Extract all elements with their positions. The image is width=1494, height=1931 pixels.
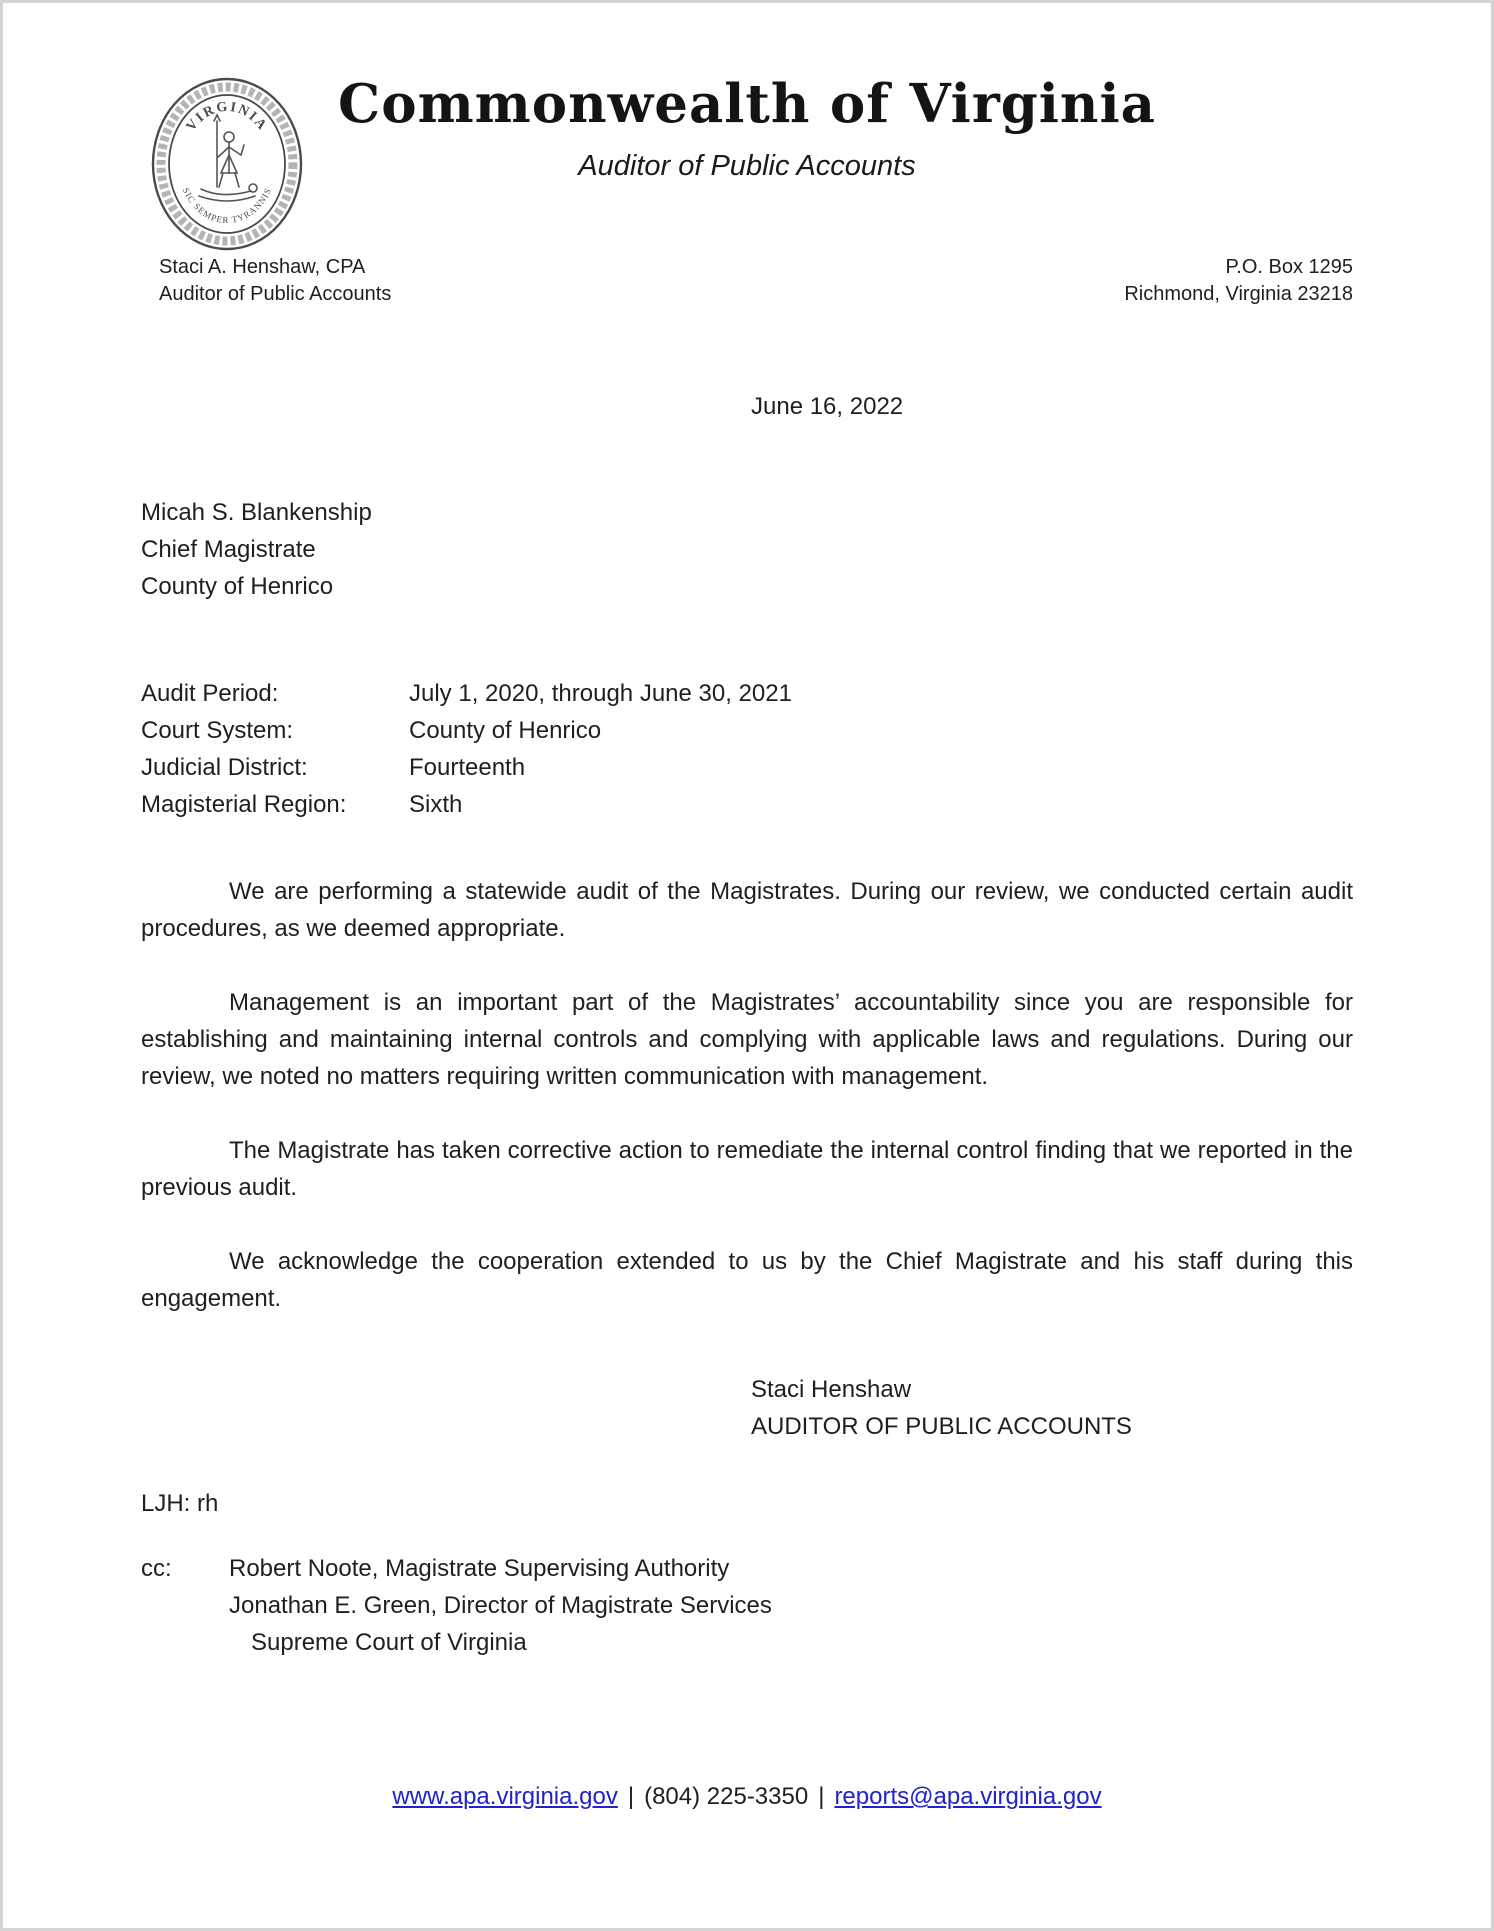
- signature-name: Staci Henshaw: [751, 1376, 912, 1403]
- body-paragraph-4: We acknowledge the cooperation extended to us by the Chief Magistrate and his staff during this engagement.: [141, 1248, 1353, 1312]
- recipient-block: [141, 494, 1353, 605]
- address-line2: Richmond, Virginia 23218: [1124, 283, 1353, 305]
- website-link[interactable]: www.apa.virginia.gov: [392, 1783, 618, 1810]
- official-title: Auditor of Public Accounts: [159, 283, 392, 305]
- audit-period-label: Audit Period:: [141, 680, 279, 707]
- judicial-district-value: Fourteenth: [409, 754, 526, 781]
- seal-virtus-figure: [199, 115, 257, 201]
- footer-separator: |: [818, 1783, 825, 1810]
- cc-label: cc:: [141, 1555, 172, 1582]
- address-block: [1124, 254, 1353, 308]
- audit-info-row: [141, 749, 1353, 786]
- body-paragraph-3: The Magistrate has taken corrective action to remediate the internal control finding that we reported in the previous audit.: [141, 1137, 1353, 1201]
- org-name: Commonwealth of Virginia: [338, 73, 1156, 135]
- recipient-org: County of Henrico: [141, 573, 334, 600]
- audit-info-row: [141, 675, 1353, 712]
- org-department: Auditor of Public Accounts: [578, 150, 916, 182]
- cc-lines: [229, 1550, 772, 1661]
- recipient-title: Chief Magistrate: [141, 536, 316, 563]
- virginia-state-seal-icon: [149, 75, 305, 253]
- reference-initials: LJH: rh: [141, 1490, 219, 1517]
- official-block: [141, 254, 391, 308]
- cc-block: [141, 1550, 1353, 1661]
- email-link[interactable]: reports@apa.virginia.gov: [834, 1783, 1102, 1810]
- audit-period-value: July 1, 2020, through June 30, 2021: [409, 680, 792, 707]
- signature-block: [751, 1371, 1353, 1445]
- body-paragraph-1: We are performing a statewide audit of the Magistrates. During our review, we conducted certain audit procedures, as we deemed appropriate.: [141, 878, 1353, 942]
- cc-line: Jonathan E. Green, Director of Magistrate Services: [229, 1592, 772, 1619]
- cc-line: Robert Noote, Magistrate Supervising Authority: [229, 1555, 730, 1582]
- audit-info-row: [141, 786, 1353, 823]
- letter-footer: [3, 1781, 1491, 1813]
- judicial-district-label: Judicial District:: [141, 754, 308, 781]
- signature-title: AUDITOR OF PUBLIC ACCOUNTS: [751, 1413, 1132, 1440]
- audit-info-block: [141, 675, 1353, 823]
- court-system-label: Court System:: [141, 717, 294, 744]
- official-name: Staci A. Henshaw, CPA: [159, 256, 366, 278]
- seal-bottom-text: SIC SEMPER TYRANNIS: [180, 186, 274, 226]
- address-line1: P.O. Box 1295: [1225, 256, 1353, 278]
- body-paragraph-2: Management is an important part of the Magistrates’ accountability since you are responsible for establishing and maintaining internal controls and complying with applicable laws and regulations. During our review, we noted no matters requiring written communication with management.: [141, 989, 1353, 1090]
- court-system-value: County of Henrico: [409, 717, 602, 744]
- letter-date: June 16, 2022: [751, 393, 904, 420]
- recipient-name: Micah S. Blankenship: [141, 499, 372, 526]
- magisterial-region-label: Magisterial Region:: [141, 791, 347, 818]
- seal-top-text: VIRGINIA: [183, 99, 271, 135]
- audit-info-row: [141, 712, 1353, 749]
- letter-body: [141, 873, 1353, 1317]
- footer-separator: |: [627, 1783, 635, 1810]
- svg-text:SIC SEMPER TYRANNIS: [181, 186, 274, 225]
- phone-number: (804) 225-3350: [644, 1783, 809, 1810]
- cc-line: Supreme Court of Virginia: [251, 1629, 527, 1656]
- magisterial-region-value: Sixth: [409, 791, 463, 818]
- letterhead-contact-row: [141, 254, 1353, 308]
